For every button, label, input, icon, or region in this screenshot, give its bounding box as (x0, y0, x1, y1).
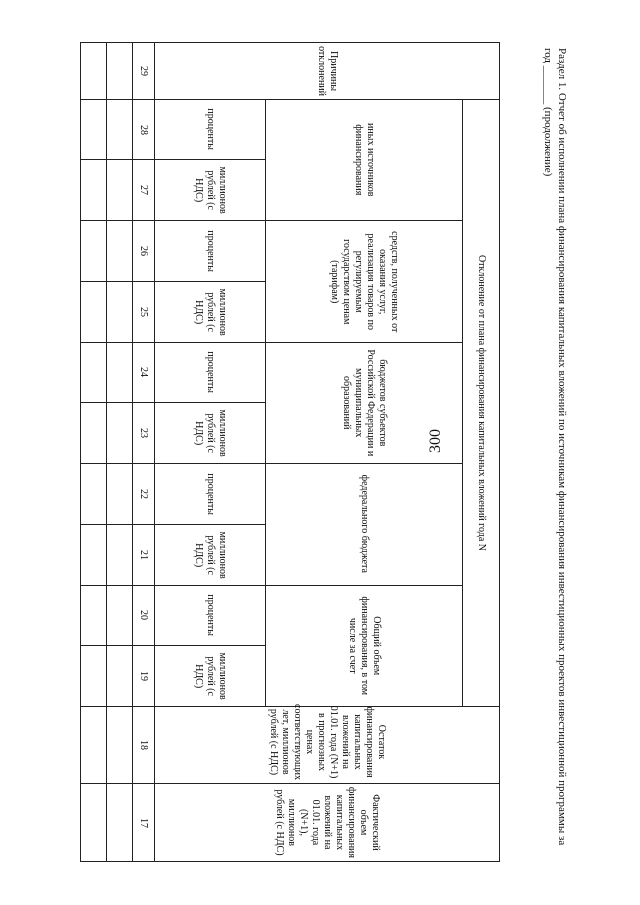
blank-cell (81, 99, 107, 160)
column-number: 28 (132, 99, 154, 160)
blank-cell (106, 403, 132, 464)
blank-cell (106, 784, 132, 862)
section-heading (541, 48, 569, 848)
blank-cell (81, 707, 107, 785)
blank-cell (106, 585, 132, 646)
sub-mln-total: миллионов рублей (с НДС) (154, 646, 265, 707)
subheader-row (154, 43, 265, 862)
section-heading-line1: Раздел 1. Отчет об исполнении плана финансирования капитальных вложений по источникам финансирования инвестиционных проектов инвестиционной программы за (556, 48, 568, 846)
blank-cell (81, 221, 107, 282)
blank-cell (81, 281, 107, 342)
sub-mln-other: миллионов рублей (с НДС) (154, 160, 265, 221)
blank-cell (106, 160, 132, 221)
column-number: 25 (132, 281, 154, 342)
sub-pct-total: проценты (154, 585, 265, 646)
column-number: 22 (132, 464, 154, 525)
column-number: 27 (132, 160, 154, 221)
sub-pct-regional: проценты (154, 342, 265, 403)
sub-mln-federal: миллионов рублей (с НДС) (154, 524, 265, 585)
column-number: 23 (132, 403, 154, 464)
blank-cell (106, 524, 132, 585)
blank-cell (81, 160, 107, 221)
blank-cell (106, 464, 132, 525)
blank-cell (106, 99, 132, 160)
blank-cell (81, 784, 107, 862)
group-tariff: средств, полученных от оказания услуг, реализация товаров по регулируемым государством ценам (тарифам) (265, 221, 462, 342)
column-number: 26 (132, 221, 154, 282)
blank-cell (106, 707, 132, 785)
blank-cell (81, 43, 107, 100)
header-reasons: Причины отклонений (154, 43, 499, 100)
column-number: 19 (132, 646, 154, 707)
blank-cell (106, 281, 132, 342)
blank-cell (106, 646, 132, 707)
sub-pct-federal: проценты (154, 464, 265, 525)
blank-cell (106, 221, 132, 282)
column-number: 18 (132, 707, 154, 785)
sub-mln-regional: миллионов рублей (с НДС) (154, 403, 265, 464)
sub-pct-tariff: проценты (154, 221, 265, 282)
deviation-header: Отклонение от плана финансирования капитальных вложений года N (463, 99, 500, 706)
group-federal: федерального бюджета (265, 464, 462, 585)
blank-cell (106, 43, 132, 100)
column-number: 29 (132, 43, 154, 100)
group-total: Общий объем финансирования, в том числе за счет (265, 585, 462, 706)
column-numbers-row (132, 43, 154, 862)
header-col17: Фактический объем финансирования капитальных вложений на 01.01. года (N+1), миллионов рублей (с НДС) (154, 784, 499, 862)
section-heading-line2: год _______ (продолжение) (542, 48, 554, 177)
blank-cell (81, 342, 107, 403)
blank-cell (81, 585, 107, 646)
column-number: 20 (132, 585, 154, 646)
header-col18: Остаток финансирования капитальных вложений на 01.01. года (N+1) в прогнозных ценах соответствующих лет, миллионов рублей (с НДС) (154, 707, 499, 785)
blank-cell (81, 464, 107, 525)
column-number: 24 (132, 342, 154, 403)
deviation-table (80, 42, 500, 862)
report-sheet (10, 12, 630, 892)
report-sheet-inner (10, 12, 630, 892)
column-number: 17 (132, 784, 154, 862)
blank-cell (81, 646, 107, 707)
group-other: иных источников финансирования (265, 99, 462, 220)
sub-mln-tariff: миллионов рублей (с НДС) (154, 281, 265, 342)
blank-cell (81, 524, 107, 585)
group-regional: бюджетов субъектов Российской Федерации и муниципальных образований (265, 342, 462, 463)
blank-cell (81, 403, 107, 464)
blank-cell (106, 342, 132, 403)
column-number: 21 (132, 524, 154, 585)
sub-pct-other: проценты (154, 99, 265, 160)
